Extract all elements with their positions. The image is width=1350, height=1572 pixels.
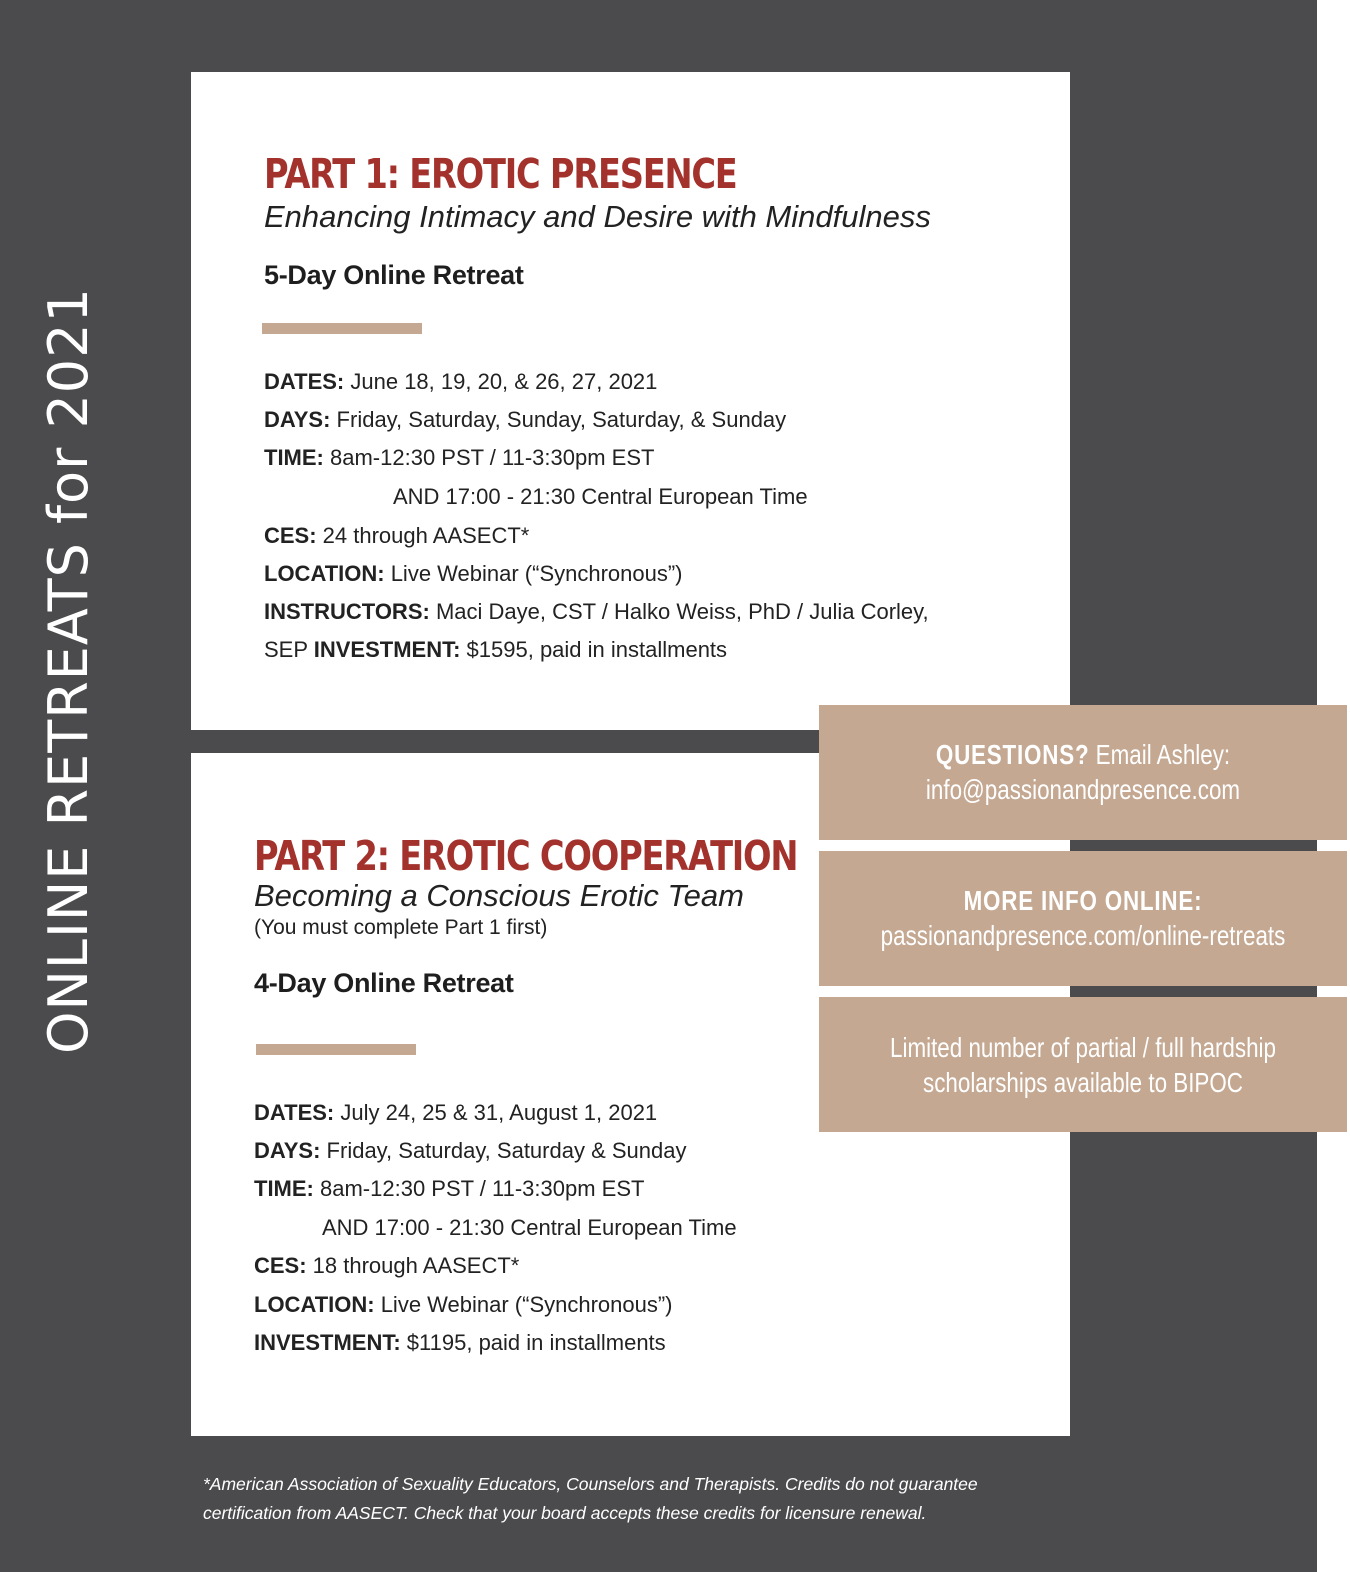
part2-subtitle: Becoming a Conscious Erotic Team xyxy=(254,878,744,913)
questions-line: QUESTIONS? Email Ashley: xyxy=(935,739,1231,770)
part1-days: DAYS: Friday, Saturday, Sunday, Saturday, & Sunday xyxy=(264,407,787,432)
part1-subtitle: Enhancing Intimacy and Desire with Mindfulness xyxy=(264,199,931,234)
footnote-line-2: certification from AASECT. Check that your board accepts these credits for licensure renewal. xyxy=(203,1503,927,1523)
part2-dates: DATES: July 24, 25 & 31, August 1, 2021 xyxy=(254,1100,658,1125)
part1-card xyxy=(191,72,1070,730)
part2-ces: CES: 18 through AASECT* xyxy=(254,1253,520,1278)
part1-time-cet: AND 17:00 - 21:30 Central European Time xyxy=(393,484,808,509)
part2-title: PART 2: EROTIC COOPERATION xyxy=(254,832,798,880)
more-info-box xyxy=(819,851,1347,986)
part2-divider xyxy=(256,1044,416,1055)
part2-time: TIME: 8am-12:30 PST / 11-3:30pm EST xyxy=(254,1176,645,1201)
scholarship-box xyxy=(819,997,1347,1132)
part1-investment: SEP INVESTMENT: $1595, paid in installments xyxy=(264,637,728,662)
part1-dates: DATES: June 18, 19, 20, & 26, 27, 2021 xyxy=(264,369,658,394)
questions-box xyxy=(819,705,1347,840)
part2-time-cet: AND 17:00 - 21:30 Central European Time xyxy=(322,1215,737,1240)
part1-divider xyxy=(262,323,422,334)
part1-ces: CES: 24 through AASECT* xyxy=(264,523,530,548)
part1-retreat-length: 5-Day Online Retreat xyxy=(264,260,524,290)
part1-title: PART 1: EROTIC PRESENCE xyxy=(264,150,737,198)
aasect-footnote xyxy=(203,1470,1103,1528)
part1-time: TIME: 8am-12:30 PST / 11-3:30pm EST xyxy=(264,445,655,470)
footnote-line-1: *American Association of Sexuality Educators, Counselors and Therapists. Credits do not guarantee xyxy=(203,1474,978,1494)
scholarship-line-2: scholarships available to BIPOC xyxy=(923,1067,1243,1098)
contact-email-link[interactable]: info@passionandpresence.com xyxy=(925,774,1241,805)
part2-prerequisite-note: (You must complete Part 1 first) xyxy=(254,916,548,939)
part2-location: LOCATION: Live Webinar (“Synchronous”) xyxy=(254,1292,673,1317)
part2-days: DAYS: Friday, Saturday, Saturday & Sunday xyxy=(254,1138,687,1163)
vertical-side-title: ONLINE RETREATS for 2021 xyxy=(37,287,100,1054)
scholarship-line-1: Limited number of partial / full hardship xyxy=(890,1032,1276,1063)
part1-instructors: INSTRUCTORS: Maci Daye, CST / Halko Weiss, PhD / Julia Corley, xyxy=(264,599,929,624)
more-info-label: MORE INFO ONLINE: xyxy=(963,885,1203,916)
website-link[interactable]: passionandpresence.com/online-retreats xyxy=(880,920,1286,951)
part1-location: LOCATION: Live Webinar (“Synchronous”) xyxy=(264,561,683,586)
part2-retreat-length: 4-Day Online Retreat xyxy=(254,968,514,998)
part2-investment: INVESTMENT: $1195, paid in installments xyxy=(254,1330,666,1355)
